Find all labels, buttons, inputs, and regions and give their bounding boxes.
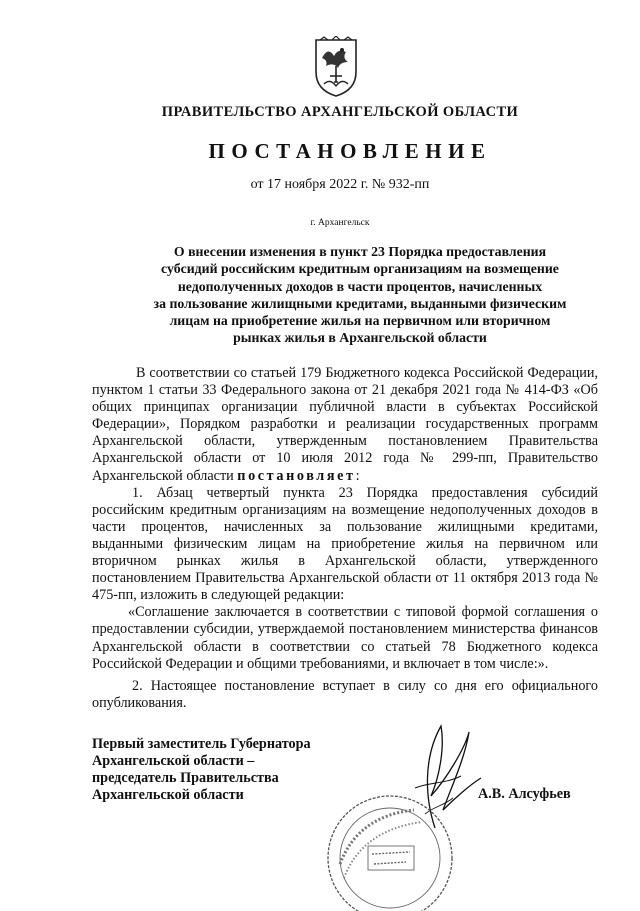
signer-line: Первый заместитель Губернатора xyxy=(92,736,311,752)
signer-line: Архангельской области – xyxy=(92,753,255,769)
document-type: ПОСТАНОВЛЕНИЕ xyxy=(208,139,492,163)
signer-line: председатель Правительства xyxy=(92,770,279,786)
city: г. Архангельск xyxy=(310,218,370,228)
title-line: О внесении изменения в пункт 23 Порядка предоставления xyxy=(173,244,547,259)
item-1-paragraph: 1. Абзац четвертый пункта 23 Порядка предоставления субсидий российским кредитным организациям на возмещение недополученных доходов в части процентов, начисленных за пользование жилищными кредитами, выданными физическим лицам на приобретение жилья на первичном или вторичном рынках жилья в Архангельской области, утвержденного постановлением Правительства Архангельской области от 11 октября 2013 года № 475-пп, изложить в следующей редакции: xyxy=(92,484,598,604)
round-stamp xyxy=(318,786,458,911)
decree-colon: : xyxy=(355,467,360,484)
date-number: от 17 ноября 2022 г. № 932-пп xyxy=(250,177,430,192)
title-line: за пользование жилищными кредитами, выданными физическим xyxy=(153,295,567,311)
signer-name: А.В. Алсуфьев xyxy=(478,786,571,802)
document-body xyxy=(92,365,598,712)
title-line: рынках жилья в Архангельской области xyxy=(233,330,487,346)
title-line: недополученных доходов в части процентов, начисленных xyxy=(177,278,543,294)
document-title xyxy=(90,243,630,347)
preamble-text: В соответствии со статьей 179 Бюджетного кодекса Российской Федерации, пунктом 1 статьи 33 Федерального закона от 21 декабря 2021 года № 414-ФЗ «Об общих принципах организации публичной власти в субъектах Российской Федерации», Порядком разработки и реализации государственных программ Архангельской области, утвержденным постановлением Правительства Архангельской области от 10 июля 2012 года № 299-пп, Правительство Архангельской области xyxy=(92,365,598,484)
signer-line: Архангельской области xyxy=(92,787,244,803)
coat-of-arms-icon xyxy=(312,36,360,98)
decree-word: постановляет xyxy=(237,467,356,484)
item-2-paragraph: 2. Настоящее постановление вступает в силу со дня его официального опубликования. xyxy=(92,677,598,711)
quote-paragraph: «Соглашение заключается в соответствии с типовой формой соглашения о предоставлении субсидии, утверждаемой постановлением министерства финансов Архангельской области в соответствии со статьей 78 Бюджетного кодекса Российской Федерации и общими требованиями, и включает в том числе:». xyxy=(92,604,598,672)
title-line: субсидий российским кредитным организациям на возмещение xyxy=(161,261,559,277)
government-name: ПРАВИТЕЛЬСТВО АРХАНГЕЛЬСКОЙ ОБЛАСТИ xyxy=(161,104,519,120)
title-line: лицам на приобретение жилья на первичном или вторичном xyxy=(169,313,551,329)
preamble-paragraph xyxy=(92,365,598,485)
